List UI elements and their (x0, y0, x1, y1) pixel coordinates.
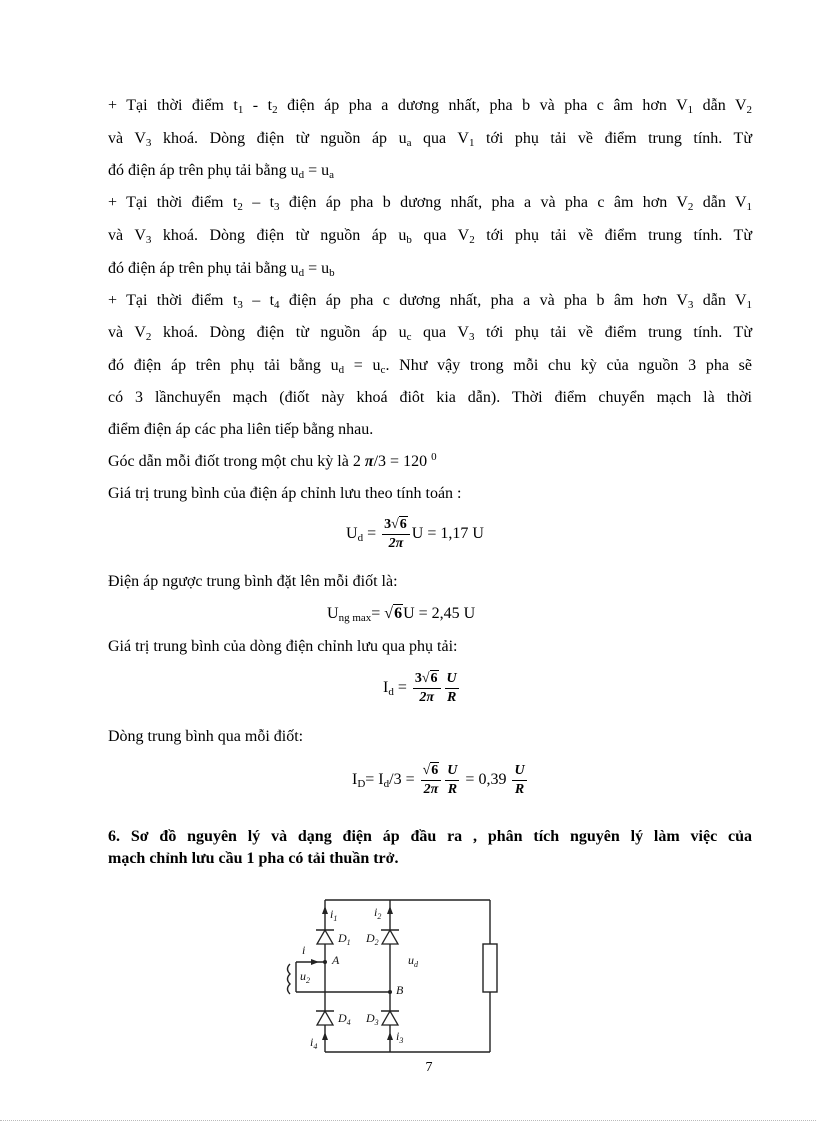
paragraph-3-line-4: có 3 lầnchuyển mạch (điốt này khoá điôt kia dẫn). Thời điểm chuyển mạch là thời (108, 389, 752, 406)
arrow-i3 (387, 1032, 393, 1040)
label-node-b: B (396, 983, 404, 997)
paragraph-3-line-1: + Tại thời điểm $t_3 - t_4$ điện áp pha c dương nhất, pha a và pha b âm hơn $V_3$ dẫn $V_1$ (108, 292, 752, 311)
diode-current-label: Dòng trung bình qua mỗi điốt: (108, 728, 304, 745)
label-i1: $i_1$ (330, 907, 338, 923)
formula-ud: $U_d$ = $\frac{3√6}{2\pi}$ U = 1,17 U (346, 517, 484, 551)
paragraph-1-line-2: và $V_3$ khoá. Dòng điện từ nguồn áp $u_a$ qua $V_1$ tới phụ tải về điểm trung tính. Từ (108, 130, 752, 149)
label-node-a: A (332, 953, 340, 967)
label-i3: $i_3$ (396, 1029, 404, 1045)
label-d3: $D_3$ (366, 1011, 379, 1027)
conduction-angle: Góc dẫn mỗi điốt trong một chu kỳ là 2 π/3 = 120 $^0$ (108, 451, 437, 470)
diode-d3 (382, 1011, 398, 1025)
section-heading-line-1: 6. Sơ đồ nguyên lý và dạng điện áp đầu ra , phân tích nguyên lý làm việc của (108, 828, 752, 845)
formula-id-diode: $I_D= I_d/3$ = $\frac{√6}{2\pi}$ $\frac{U}{R}$ = 0,39 $\frac{U}{R}$ (352, 763, 525, 797)
page-bottom-rule (0, 1120, 816, 1121)
label-i4: $i_4$ (310, 1035, 318, 1051)
avg-current-label: Giá trị trung bình của dòng điện chỉnh lưu qua phụ tải: (108, 638, 458, 655)
formula-id: $I_d$ = $\frac{3√6}{2\pi}$ $\frac{U}{R}$ (383, 671, 457, 705)
secondary-winding (288, 964, 291, 994)
label-d1: $D_1$ (338, 931, 351, 947)
arrow-i4 (322, 1032, 328, 1040)
label-i2: $i_2$ (374, 905, 382, 921)
diode-d1 (317, 930, 333, 944)
paragraph-3-line-3: đó điện áp trên phụ tải bằng $u_d = u_c$. Như vậy trong mỗi chu kỳ của nguồn 3 pha sẽ (108, 357, 752, 376)
section-heading-line-2: mạch chỉnh lưu cầu 1 pha có tải thuần trở. (108, 850, 399, 867)
label-ud: $u_d$ (408, 953, 418, 969)
diode-d4 (317, 1011, 333, 1025)
paragraph-2-line-2: và $V_3$ khoá. Dòng điện từ nguồn áp $u_b$ qua $V_2$ tới phụ tải về điểm trung tính. Từ (108, 227, 752, 246)
arrow-i2 (387, 906, 393, 914)
label-i: i (302, 943, 306, 957)
label-d4: $D_4$ (338, 1011, 351, 1027)
paragraph-3-line-2: và $V_2$ khoá. Dòng điện từ nguồn áp $u_c$ qua $V_3$ tới phụ tải về điểm trung tính. Từ (108, 324, 752, 343)
label-u2: $u_2$ (300, 969, 310, 985)
formula-ung-max: $U_{ng max}= √6U = 2,45$ U (327, 605, 476, 624)
bridge-rectifier-diagram (270, 880, 510, 1060)
paragraph-1-line-1: + Tại thời điểm $t_1 - t_2$ điện áp pha a dương nhất, pha b và pha c âm hơn $V_1$ dẫn $V_2$ (108, 97, 753, 116)
page-number: 7 (425, 1060, 433, 1075)
arrow-i (311, 959, 319, 965)
paragraph-2-line-1: + Tại thời điểm $t_2 - t_3$ điện áp pha b dương nhất, pha a và pha c âm hơn $V_2$ dẫn $V_1$ (108, 194, 752, 213)
paragraph-3-line-5: điểm điện áp các pha liên tiếp bằng nhau. (108, 421, 374, 438)
reverse-voltage-label: Điện áp ngược trung bình đặt lên mỗi điốt là: (108, 573, 398, 590)
arrow-i1 (322, 906, 328, 914)
paragraph-1-line-3: đó điện áp trên phụ tải bằng $u_d = u_a$ (108, 162, 335, 181)
label-d2: $D_2$ (366, 931, 379, 947)
load-resistor (483, 944, 497, 992)
paragraph-2-line-3: đó điện áp trên phụ tải bằng $u_d = u_b$ (108, 260, 335, 279)
diode-d2 (382, 930, 398, 944)
avg-voltage-label: Giá trị trung bình của điện áp chỉnh lưu theo tính toán : (108, 485, 462, 502)
